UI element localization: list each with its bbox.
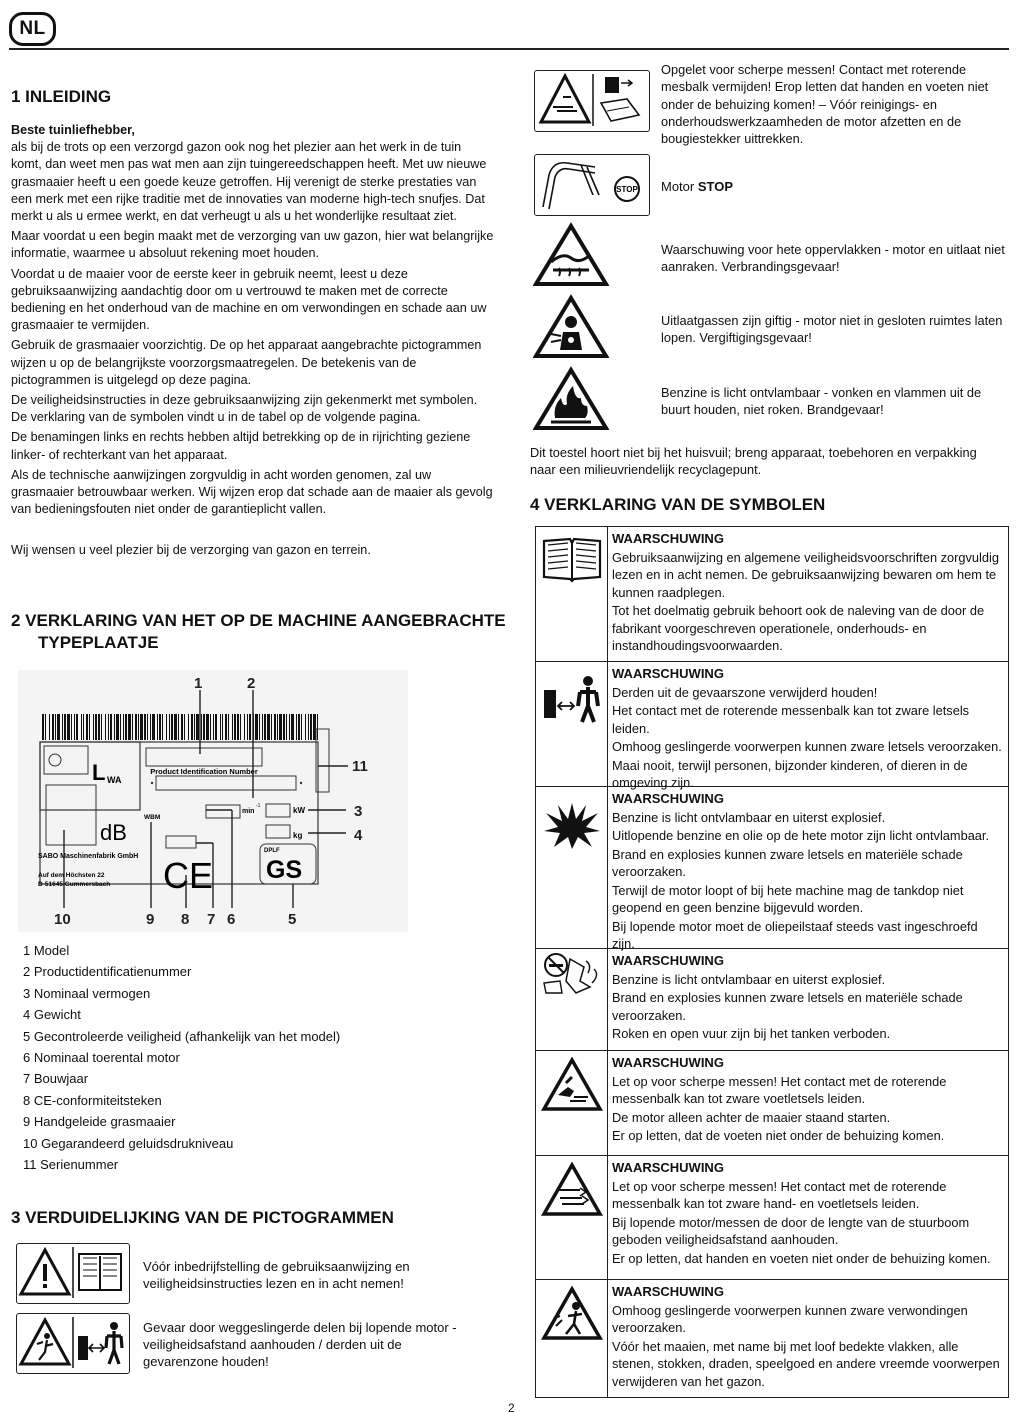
manual-book-icon	[540, 533, 604, 583]
warning-line: Tot het doelmatig gebruik behoort ook de naleving van de door de fabrikant voorgeschreven operationele, onderhouds- en instandhoudingsvoorwaarden.	[612, 603, 985, 653]
kg-unit-label: kg	[293, 831, 303, 840]
pictogram-text: Uitlaatgassen zijn giftig - motor niet in gesloten ruimtes laten lopen. Vergiftigingsgevaar!	[661, 313, 1003, 346]
callout-11: 11	[352, 758, 368, 775]
warning-line: Er op letten, dat de voeten niet onder de behuizing komen.	[612, 1128, 945, 1143]
section-4-title: 4 VERKLARING VAN DE SYMBOLEN	[530, 495, 826, 514]
callout-4: 4	[354, 827, 363, 844]
callout-10: 10	[54, 911, 71, 928]
callout-6: 6	[227, 911, 236, 928]
intro-paragraph: De veiligheidsinstructies in deze gebruiksaanwijzing zijn gekenmerkt met symbolen. De verklaring van de symbolen vindt u in de tabel op de volgende pagina.	[11, 393, 478, 425]
warning-triangle-icon	[21, 1250, 69, 1294]
warning-line: Gebruiksaanwijzing en algemene veiligheidsvoorschriften zorgvuldig lezen en in acht nemen. De gebruiksaanwijzing bewaren om hem te kunnen raadplegen.	[612, 549, 999, 600]
warning-line: Benzine is licht ontvlambaar en uiterst explosief.	[612, 971, 886, 987]
warning-line: Uitlopende benzine en olie op de hete motor zijn licht ontvlambaar.	[612, 828, 990, 843]
wbm-label: WBM	[144, 814, 161, 821]
warning-heading: WAARSCHUWING	[612, 666, 724, 681]
product-id-label: Product Identification Number	[150, 767, 258, 776]
section-1-title: 1 INLEIDING	[11, 87, 112, 106]
stop-icon	[615, 177, 639, 201]
symbol-icon-cell	[536, 1156, 608, 1279]
warning-line: Brand en explosies kunnen zware letsels en materiële schade veroorzaken.	[612, 846, 963, 879]
pictogram-thrown-objects	[16, 1313, 130, 1374]
symbol-icon-cell	[536, 662, 608, 786]
warning-line: Het contact met de roterende messenbalk kan tot zware letsels leiden.	[612, 703, 970, 736]
warning-line: Derden uit de gevaarszone verwijderd houden!	[612, 684, 878, 700]
legend-item: 8 CE-conformiteitsteken	[23, 1092, 162, 1108]
gs-mark-icon	[260, 844, 316, 884]
section-2-title	[11, 610, 511, 654]
symbol-row	[536, 949, 1008, 1051]
address-line2: D-51645 Gummersbach	[38, 881, 111, 888]
callout-7: 7	[207, 911, 216, 928]
warning-heading: WAARSCHUWING	[612, 1055, 724, 1070]
warning-line: Omhoog geslingerde voorwerpen kunnen zware letsels veroorzaken.	[612, 739, 1002, 754]
blade-hands-feet-icon	[541, 76, 589, 122]
pictogram-blade-hands-feet	[534, 70, 650, 132]
pictogram-flammable	[533, 366, 609, 432]
legend-item: 11 Serienummer	[23, 1157, 119, 1173]
section-3-title: 3 VERDUIDELIJKING VAN DE PICTOGRAMMEN	[11, 1208, 394, 1227]
callout-3: 3	[354, 803, 363, 820]
warning-line: Bij lopende motor/messen de door de lengte van de stuurboom geboden veiligheidsafstand aanhouden.	[612, 1214, 970, 1247]
legend-item: 2 Productidentificatienummer	[23, 964, 192, 980]
symbol-row	[536, 787, 1008, 949]
svg-text:STOP: STOP	[616, 185, 638, 194]
legend-item: 4 Gewicht	[23, 1007, 81, 1023]
page-number: 2	[508, 1401, 515, 1412]
address-line1: Auf dem Höchsten 22	[38, 872, 105, 879]
disposal-note: Dit toestel hoort niet bij het huisvuil; breng apparaat, toebehoren en verpakking naar een milieuvriendelijk recyclagepunt.	[530, 445, 977, 478]
intro-paragraph: Maar voordat u een begin maakt met de verzorging van uw gazon, hier wat belangrijke informatie, waarmee u absoluut rekening moet houden.	[11, 229, 494, 261]
pictogram-text: Vóór inbedrijfstelling de gebruiksaanwijzing en veiligheidsinstructies lezen en in acht nemen!	[143, 1259, 410, 1291]
pictogram-motor-stop	[534, 154, 650, 216]
flammable-icon	[533, 366, 609, 432]
callout-5: 5	[288, 911, 297, 928]
manufacturer-label: SABO Maschinenfabrik GmbH	[38, 853, 139, 860]
warning-line: De motor alleen achter de maaier staand starten.	[612, 1109, 891, 1125]
intro-paragraph: De benamingen links en rechts hebben altijd betrekking op de in rijrichting geziene linker- of rechterkant van het apparaat.	[11, 430, 471, 462]
hot-surface-icon	[533, 222, 609, 288]
language-badge: NL	[9, 12, 56, 46]
explosion-icon	[542, 801, 602, 851]
section-introduction	[11, 86, 495, 563]
symbol-icon-cell	[536, 1280, 608, 1397]
thrown-objects-icon	[21, 1320, 69, 1364]
symbol-row	[536, 1051, 1008, 1156]
type-plate-legend	[23, 940, 443, 1175]
min-exponent: -1	[256, 803, 261, 809]
pictogram-text: Waarschuwing voor hete oppervlakken - motor en uitlaat niet aanraken. Verbrandingsgevaar!	[661, 242, 1005, 275]
symbol-icon-cell	[536, 527, 608, 661]
min-unit-label: min	[242, 808, 255, 815]
greeting: Beste tuinliefhebber,	[11, 123, 135, 137]
pictogram-toxic-gas	[533, 294, 609, 360]
legend-item: 9 Handgeleide grasmaaier	[23, 1114, 176, 1130]
db-label: dB	[100, 820, 127, 845]
header-rule	[9, 48, 1009, 50]
intro-paragraph: Gebruik de grasmaaier voorzichtig. De op het apparaat aangebrachte pictogrammen wijzen u op de belangrijkste voorzorgsmaatregelen. De betekenis van de pictogrammen is uitgelegd op deze pagina.	[11, 338, 482, 387]
foot-blade-warning-icon	[540, 1057, 604, 1113]
keep-distance-person-icon	[78, 1322, 122, 1364]
pictogram-hot-surface	[533, 222, 609, 288]
warning-heading: WAARSCHUWING	[612, 791, 724, 806]
intro-paragraph: Als de technische aanwijzingen zorgvuldig in acht worden genomen, zal uw grasmaaier betrouwbaar werken. Wij wijzen erop dat schade aan de maaier als gevolg van bedieningsfouten niet onder de garantieplicht vallen.	[11, 467, 493, 517]
warning-line: Maai nooit, terwijl personen, bijzonder kinderen, of dieren in de omgeving zijn.	[612, 757, 968, 790]
callout-8: 8	[181, 911, 190, 928]
hand-foot-blade-warning-icon	[540, 1162, 604, 1218]
callout-9: 9	[146, 911, 155, 928]
symbol-row	[536, 1280, 1008, 1397]
no-smoking-refuel-icon	[540, 951, 604, 995]
legend-item: 7 Bouwjaar	[23, 1071, 89, 1087]
type-plate-diagram	[18, 670, 408, 932]
pictogram-text: Gevaar door weggeslingerde delen bij lopende motor - veiligheidsafstand aanhouden / derden uit de gevarenzone houden!	[143, 1320, 457, 1369]
legend-item: 10 Gegarandeerd geluidsdrukniveau	[23, 1135, 234, 1151]
symbol-icon-cell	[536, 1051, 608, 1155]
warning-line: Er op letten, dat handen en voeten niet onder de behuizing komen.	[612, 1250, 991, 1266]
keep-distance-person-icon	[540, 674, 604, 724]
ce-mark: CE	[163, 855, 214, 896]
intro-paragraph: als bij de trots op een verzorgd gazon ook nog het plezier aan het werk in de tuin komt, dan weet men pas wat men aan zijn tuingereedschappen heeft. Met uw nieuwe grasmaaier heeft u een goede keuze getroffen. Hij verenigt de sterke prestaties van een merk met een rijke traditie met de innovaties van moderne high-tech snufjes. Dat merkt u als u ermee werkt, en dat verheugt u als u het wonderlijke resultaat ziet.	[11, 140, 487, 224]
section-2-title-line2: TYPEPLAATJE	[38, 633, 159, 652]
hexnut-icon	[49, 754, 61, 766]
symbol-icon-cell	[536, 949, 608, 1050]
warning-line: Omhoog geslingerde voorwerpen kunnen zware verwondingen veroorzaken.	[612, 1302, 968, 1335]
barcode	[42, 714, 318, 740]
kw-unit-label: kW	[293, 806, 305, 815]
motor-stop-bold: STOP	[697, 179, 734, 194]
warning-line: Brand en explosies kunnen zware letsels en materiële schade veroorzaken.	[612, 990, 963, 1023]
symbol-row	[536, 662, 1008, 790]
warning-heading: WAARSCHUWING	[612, 1284, 724, 1299]
symbols-table	[535, 526, 1009, 1398]
lwa-subscript: WA	[107, 775, 122, 785]
section-2-title-line1: 2 VERKLARING VAN HET OP DE MACHINE AANGEBRACHTE	[11, 611, 506, 630]
motor-stop-prefix: Motor	[661, 179, 698, 194]
closing-paragraph: Wij wensen u veel plezier bij de verzorging van gazon en terrein.	[11, 543, 371, 558]
warning-line: Bij lopende motor moet de oliepeilstaaf steeds vast ingeschroefd zijn.	[612, 918, 978, 951]
legend-item: 5 Gecontroleerde veiligheid (afhankelijk van het model)	[23, 1028, 341, 1044]
warning-line: Vóór het maaien, met name bij met loof bedekte vlakken, alle stenen, stokken, draden, speelgoed en andere vreemde voorwerpen verwijderen van het gazon.	[612, 1338, 1000, 1389]
warning-heading: WAARSCHUWING	[612, 531, 724, 546]
symbol-icon-cell	[536, 787, 608, 948]
manual-book-icon	[79, 1254, 121, 1290]
lwa-label: L	[92, 760, 106, 785]
warning-line: Roken en open vuur zijn bij het tanken verboden.	[612, 1026, 891, 1041]
pictogram-text: Opgelet voor scherpe messen! Contact met roterende mesbalk vermijden! Erop letten dat handen en voeten niet onder de behuizing komen! – Vóór reinigings- en onderhoudswerkzaamheden de motor afzetten en de bougiestekker uittrekken.	[661, 62, 989, 147]
intro-paragraph: Voordat u de maaier voor de eerste keer in gebruik neemt, leest u deze gebruiksaanwijzing aandachtig door om u vertrouwd te maken met de correcte bediening en het onderhoud van de machine en om verwondingen en schade aan uw grasmaaier te vermijden.	[11, 266, 487, 333]
motor-stop-text	[661, 178, 733, 195]
warning-line: Let op voor scherpe messen! Het contact met de roterende messenbalk kan tot zware hand- en voetletsels leiden.	[612, 1178, 947, 1211]
symbol-row	[536, 527, 1008, 662]
toxic-gas-icon	[533, 294, 609, 360]
legend-item: 1 Model	[23, 943, 70, 958]
warning-line: Terwijl de motor loopt of bij hete machine mag de tankdop niet geopend en geen benzine bijgevuld worden.	[612, 882, 964, 915]
symbol-row	[536, 1156, 1008, 1280]
warning-heading: WAARSCHUWING	[612, 953, 724, 968]
warning-line: Benzine is licht ontvlambaar en uiterst explosief.	[612, 809, 886, 825]
warning-line: Let op voor scherpe messen! Het contact met de roterende messenbalk kan tot zware voetletsels leiden.	[612, 1073, 947, 1106]
pictogram-manual-warning	[16, 1243, 130, 1304]
thrown-objects-warning-icon	[540, 1286, 604, 1342]
legend-item: 3 Nominaal vermogen	[23, 985, 151, 1001]
legend-item: 6 Nominaal toerental motor	[23, 1050, 180, 1066]
handlebar-lever-icon	[543, 163, 599, 209]
dplf-label: DPLF	[264, 848, 280, 854]
callout-1: 1	[194, 675, 203, 692]
pictogram-text: Benzine is licht ontvlambaar - vonken en vlammen uit de buurt houden, niet roken. Brandgevaar!	[661, 385, 982, 418]
spark-plug-manual-icon	[601, 77, 639, 121]
warning-heading: WAARSCHUWING	[612, 1160, 724, 1175]
callout-2: 2	[247, 675, 256, 692]
gs-label: GS	[266, 856, 303, 884]
